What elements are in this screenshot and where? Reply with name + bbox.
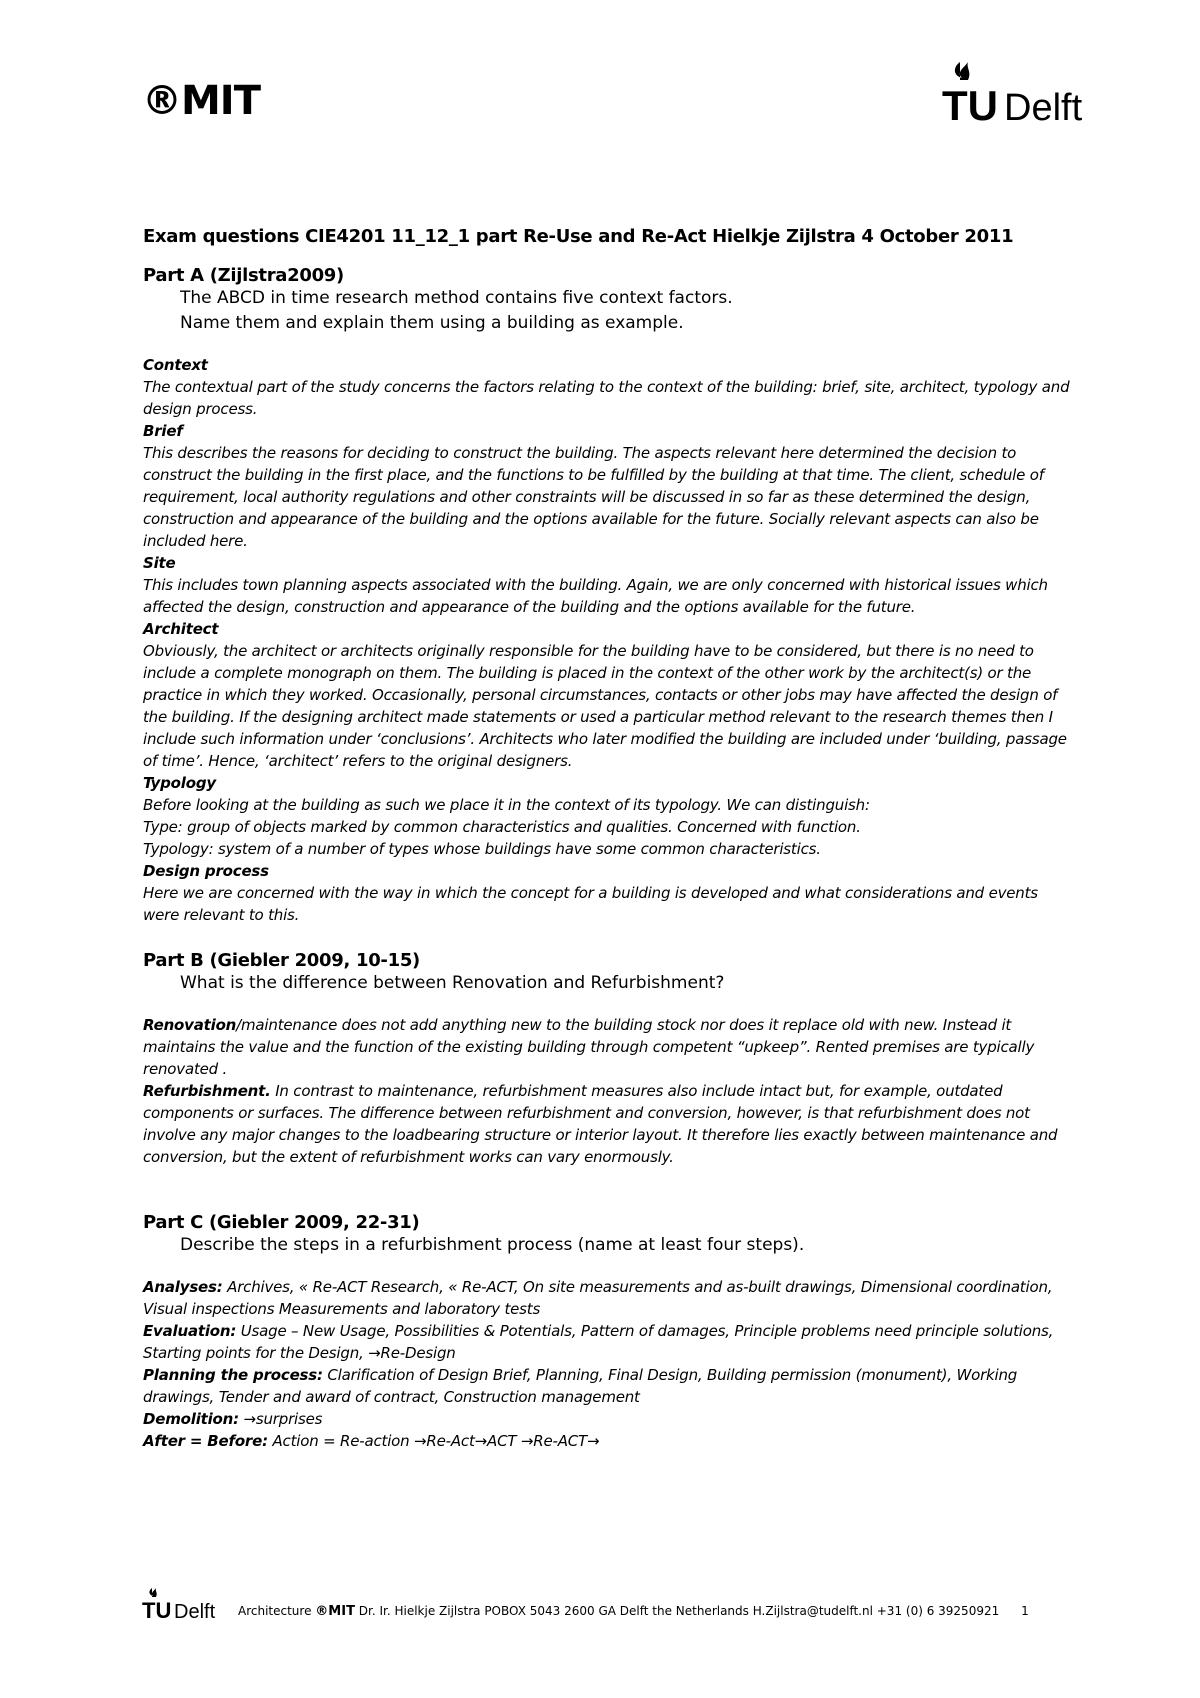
part-b-answer [143,1014,1073,1168]
answer-term: Context [143,356,208,374]
answer-text: Obviously, the architect or architects originally responsible for the building have to be considered, but there is no need to include a complete monograph on them. The building is placed in the context of the other work by the architect(s) or the practice in which they worked. Occasionally, personal circumstances, contacts or other jobs may have affected the design of the building. If the designing architect made statements or used a particular method relevant to the research themes then I include such information under ‘conclusions’. Architects who later modified the building are included under ‘building, passage of time’. Hence, ‘architect’ refers to the original designers. [143,642,1067,770]
answer-paragraph [143,1364,1073,1408]
part-c-question: Describe the steps in a refurbishment process (name at least four steps). [180,1235,805,1255]
svg-text:Delft: Delft [174,1601,216,1622]
tudelft-footer-logo [142,1586,237,1622]
part-c-heading: Part C (Giebler 2009, 22-31) [143,1212,420,1233]
answer-paragraph [143,1080,1073,1168]
answer-term: Planning the process: [143,1366,323,1384]
answer-term: Brief [143,422,183,440]
answer-text: This describes the reasons for deciding to construct the building. The aspects relevant here determined the decision to construct the building in the first place, and the functions to be fulfilled by the building at that time. The client, schedule of requirement, local authority regulations and other constraints will be discussed in so far as these determined the design, construction and appearance of the building and the options available for the future. Socially relevant aspects can also be included here. [143,444,1044,550]
answer-term: Typology [143,774,216,792]
answer-text: Here we are concerned with the way in which the concept for a building is developed and what considerations and events were relevant to this. [143,884,1038,924]
answer-text: /maintenance does not add anything new to the building stock nor does it replace old with new. Instead it maintains the value and the function of the existing building through competent “upkeep”. Rented premises are typically renovated . [143,1016,1035,1078]
flame-icon [149,1588,156,1597]
part-a [143,265,1073,926]
answer-text: The contextual part of the study concerns the factors relating to the context of the building: brief, site, architect, typology and design process. [143,378,1070,418]
question-line: The ABCD in time research method contains five context factors. [180,288,733,308]
answer-paragraph [143,1276,1073,1320]
question-line: Name them and explain them using a building as example. [180,313,684,333]
answer-term: Analyses: [143,1278,223,1296]
answer-term: Renovation [143,1016,237,1034]
answer-text: →surprises [238,1410,323,1428]
answer-paragraph [143,1320,1073,1364]
footer-contact: Dr. Ir. Hielkje Zijlstra POBOX 5043 2600 GA Delft the Netherlands H.Zijlstra@tudelft.nl +31 (0) 6 39250921 [358,1604,1000,1618]
footer-mit-logo: ®MIT [315,1604,355,1619]
answer-text: Typology: system of a number of types whose buildings have some common characteristics. [143,840,821,858]
part-a-question [143,286,1073,336]
answer-text: Usage – New Usage, Possibilities & Potentials, Pattern of damages, Principle problems need principle solutions, Starting points for the Design, →Re-Design [143,1322,1054,1362]
mit-logo: ®MIT [142,78,260,124]
part-b-question: What is the difference between Renovation and Refurbishment? [180,973,725,993]
part-a-answer [143,354,1073,926]
answer-text: Action = Re-action →Re-Act→ACT →Re-ACT→ [267,1432,600,1450]
answer-term: Evaluation: [143,1322,237,1340]
page-number: 1 [1021,1604,1029,1618]
svg-text:Delft: Delft [1004,87,1083,128]
answer-text: This includes town planning aspects associated with the building. Again, we are only concerned with historical issues which affected the design, construction and appearance of the building and the options available for the future. [143,576,1048,616]
footer-text [238,1604,1029,1619]
part-c [143,1212,1073,1452]
part-b-heading: Part B (Giebler 2009, 10-15) [143,950,420,971]
answer-term: Demolition: [143,1410,239,1428]
answer-paragraph [143,1014,1073,1080]
tudelft-logo [942,58,1102,128]
answer-term: After = Before: [143,1432,268,1450]
answer-text: Archives, « Re-ACT Research, « Re-ACT, On site measurements and as-built drawings, Dimensional coordination, Visual inspections Measurements and laboratory tests [143,1278,1053,1318]
part-b [143,950,1073,1168]
page-title: Exam questions CIE4201 11_12_1 part Re-Use and Re-Act Hielkje Zijlstra 4 October 2011 [143,226,1014,247]
part-a-heading: Part A (Zijlstra2009) [143,265,344,286]
answer-text: Before looking at the building as such we place it in the context of its typology. We can distinguish: [143,796,870,814]
answer-term: Architect [143,620,219,638]
answer-text: Type: group of objects marked by common characteristics and qualities. Concerned with function. [143,818,861,836]
answer-term: Site [143,554,176,572]
answer-paragraph [143,1430,1073,1452]
svg-text:TU: TU [142,1598,172,1622]
answer-term: Refurbishment. [143,1082,271,1100]
page-footer [142,1586,1142,1626]
answer-text: Clarification of Design Brief, Planning, Final Design, Building permission (monument), Working drawings, Tender and award of contract, Construction management [143,1366,1018,1406]
part-c-answer [143,1276,1073,1452]
flame-icon [955,62,970,80]
answer-term: Design process [143,862,269,880]
footer-architecture: Architecture [238,1604,312,1618]
answer-text: In contrast to maintenance, refurbishment measures also include intact but, for example, outdated components or surfaces. The difference between refurbishment and conversion, however, is that refurbishment does not involve any major changes to the loadbearing structure or interior layout. It therefore lies exactly between maintenance and conversion, but the extent of refurbishment works can vary enormously. [143,1082,1058,1166]
answer-paragraph [143,1408,1073,1430]
svg-text:TU: TU [942,82,998,128]
document-body [143,226,1073,1452]
